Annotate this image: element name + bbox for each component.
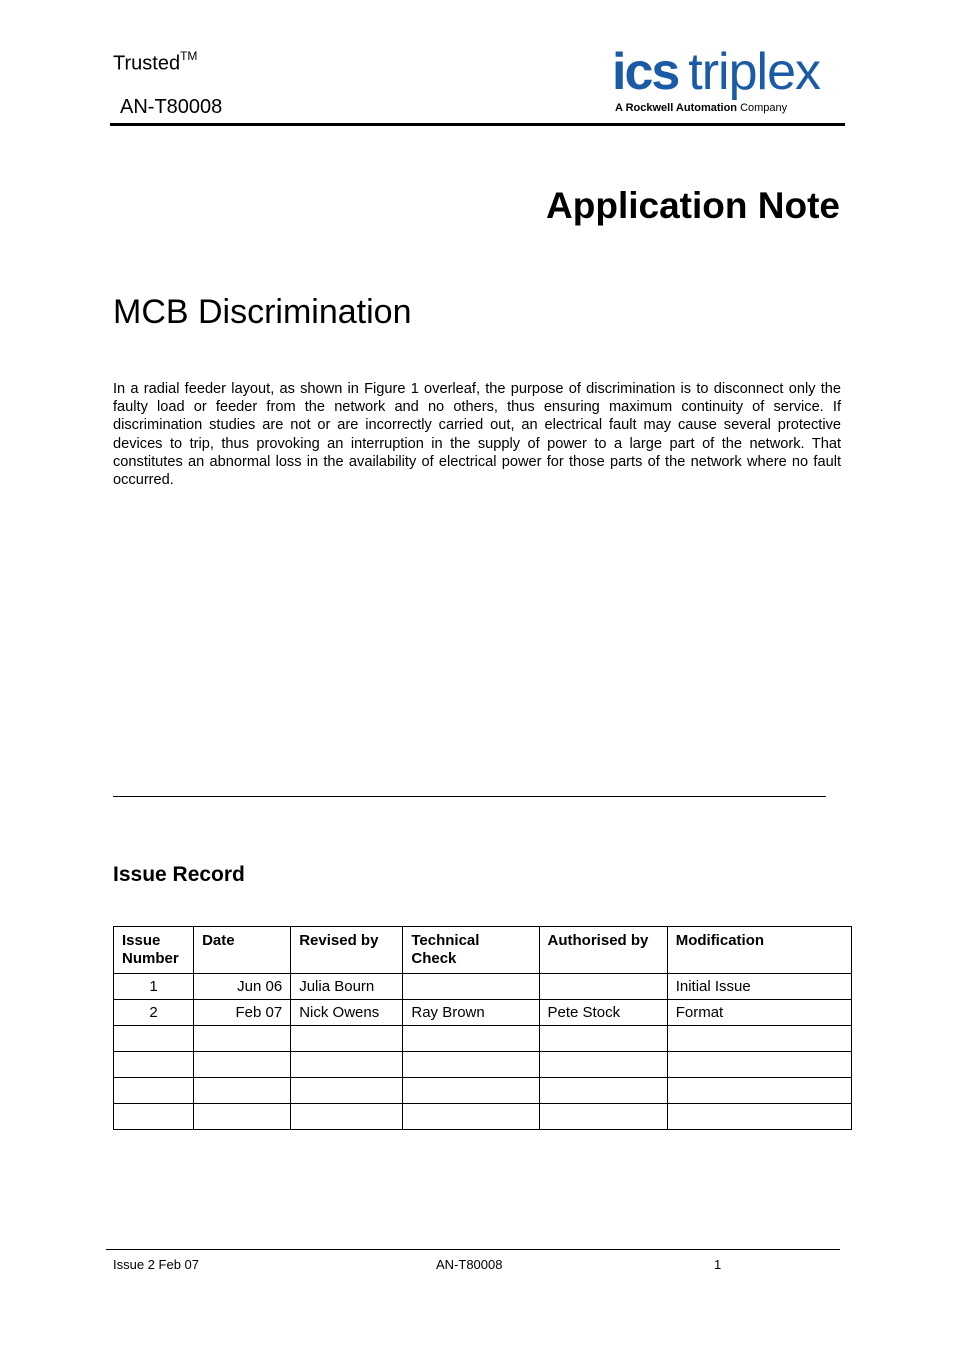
cell-modification xyxy=(667,1052,851,1078)
cell-authorised-by xyxy=(539,1104,667,1130)
col-technical-check-line1: Technical xyxy=(411,932,480,949)
footer-doc-number: AN-T80008 xyxy=(436,1257,503,1272)
cell-issue xyxy=(114,1052,194,1078)
cell-modification xyxy=(667,1026,851,1052)
cell-date: Feb 07 xyxy=(194,1000,291,1026)
table-row xyxy=(114,1104,852,1130)
issue-record-table xyxy=(113,926,852,1130)
footer-divider xyxy=(106,1249,840,1250)
logo-triplex: triplex xyxy=(688,43,821,101)
cell-revised-by xyxy=(291,1052,403,1078)
table-row xyxy=(114,1000,852,1026)
cell-date xyxy=(194,1052,291,1078)
issue-record-heading: Issue Record xyxy=(113,863,245,886)
cell-revised-by: Julia Bourn xyxy=(291,974,403,1000)
logo-tagline-brand: Rockwell Automation xyxy=(625,102,738,114)
document-type: Application Note xyxy=(546,185,840,226)
cell-revised-by: Nick Owens xyxy=(291,1000,403,1026)
cell-date xyxy=(194,1104,291,1130)
cell-authorised-by xyxy=(539,1052,667,1078)
section-divider xyxy=(113,796,826,797)
cell-technical-check xyxy=(403,1026,539,1052)
cell-technical-check xyxy=(403,1104,539,1130)
product-label: Trusted xyxy=(113,52,181,75)
cell-technical-check xyxy=(403,1078,539,1104)
cell-modification xyxy=(667,1078,851,1104)
logo-tagline xyxy=(615,102,787,114)
cell-issue xyxy=(114,1104,194,1130)
col-modification: Modification xyxy=(667,927,851,974)
cell-modification: Format xyxy=(667,1000,851,1026)
cell-issue xyxy=(114,1026,194,1052)
cell-technical-check xyxy=(403,1052,539,1078)
cell-revised-by xyxy=(291,1104,403,1130)
header-doc-number: AN-T80008 xyxy=(120,96,223,118)
col-date: Date xyxy=(194,927,291,974)
logo-tagline-suffix: Company xyxy=(737,102,788,114)
cell-authorised-by xyxy=(539,1026,667,1052)
col-issue-number-line2: Number xyxy=(122,950,179,967)
cell-issue xyxy=(114,1078,194,1104)
col-issue-number-line1: Issue xyxy=(122,932,161,949)
document-title: MCB Discrimination xyxy=(113,293,412,331)
cell-technical-check: Ray Brown xyxy=(403,1000,539,1026)
cell-date: Jun 06 xyxy=(194,974,291,1000)
footer-issue: Issue 2 Feb 07 xyxy=(113,1257,199,1272)
cell-date xyxy=(194,1026,291,1052)
logo-tagline-prefix: A xyxy=(615,102,626,114)
cell-authorised-by: Pete Stock xyxy=(539,1000,667,1026)
cell-authorised-by xyxy=(539,1078,667,1104)
table-row xyxy=(114,974,852,1000)
cell-issue: 1 xyxy=(114,974,194,1000)
cell-revised-by xyxy=(291,1078,403,1104)
col-revised-by: Revised by xyxy=(291,927,403,974)
cell-revised-by xyxy=(291,1026,403,1052)
trademark-mark: TM xyxy=(180,49,198,63)
product-name xyxy=(113,51,197,76)
table-row xyxy=(114,1078,852,1104)
col-technical-check-line2: Check xyxy=(411,950,457,967)
table-row xyxy=(114,1052,852,1078)
cell-modification: Initial Issue xyxy=(667,974,851,1000)
company-logo xyxy=(612,44,848,120)
col-technical-check xyxy=(403,927,539,974)
table-header-row xyxy=(114,927,852,974)
cell-authorised-by xyxy=(539,974,667,1000)
col-authorised-by: Authorised by xyxy=(539,927,667,974)
logo-ics: ics xyxy=(612,43,679,101)
col-issue-number xyxy=(114,927,194,974)
logo-wordmark xyxy=(612,44,820,100)
table-row xyxy=(114,1026,852,1052)
cell-date xyxy=(194,1078,291,1104)
cell-modification xyxy=(667,1104,851,1130)
page-number: 1 xyxy=(714,1257,722,1272)
intro-paragraph: In a radial feeder layout, as shown in Figure 1 overleaf, the purpose of discrimination is to disconnect only the faulty load or feeder from the network and no others, thus ensuring maximum continuity of service. If discrimination studies are not or are incorrectly carried out, an electrical fault may cause several protective devices to trip, thus provoking an interruption in the supply of power to a large part of the network. That constitutes an abnormal loss in the availability of electrical power for those parts of the network where no fault occurred. xyxy=(113,381,841,489)
cell-technical-check xyxy=(403,974,539,1000)
header-divider xyxy=(110,123,845,126)
cell-issue: 2 xyxy=(114,1000,194,1026)
